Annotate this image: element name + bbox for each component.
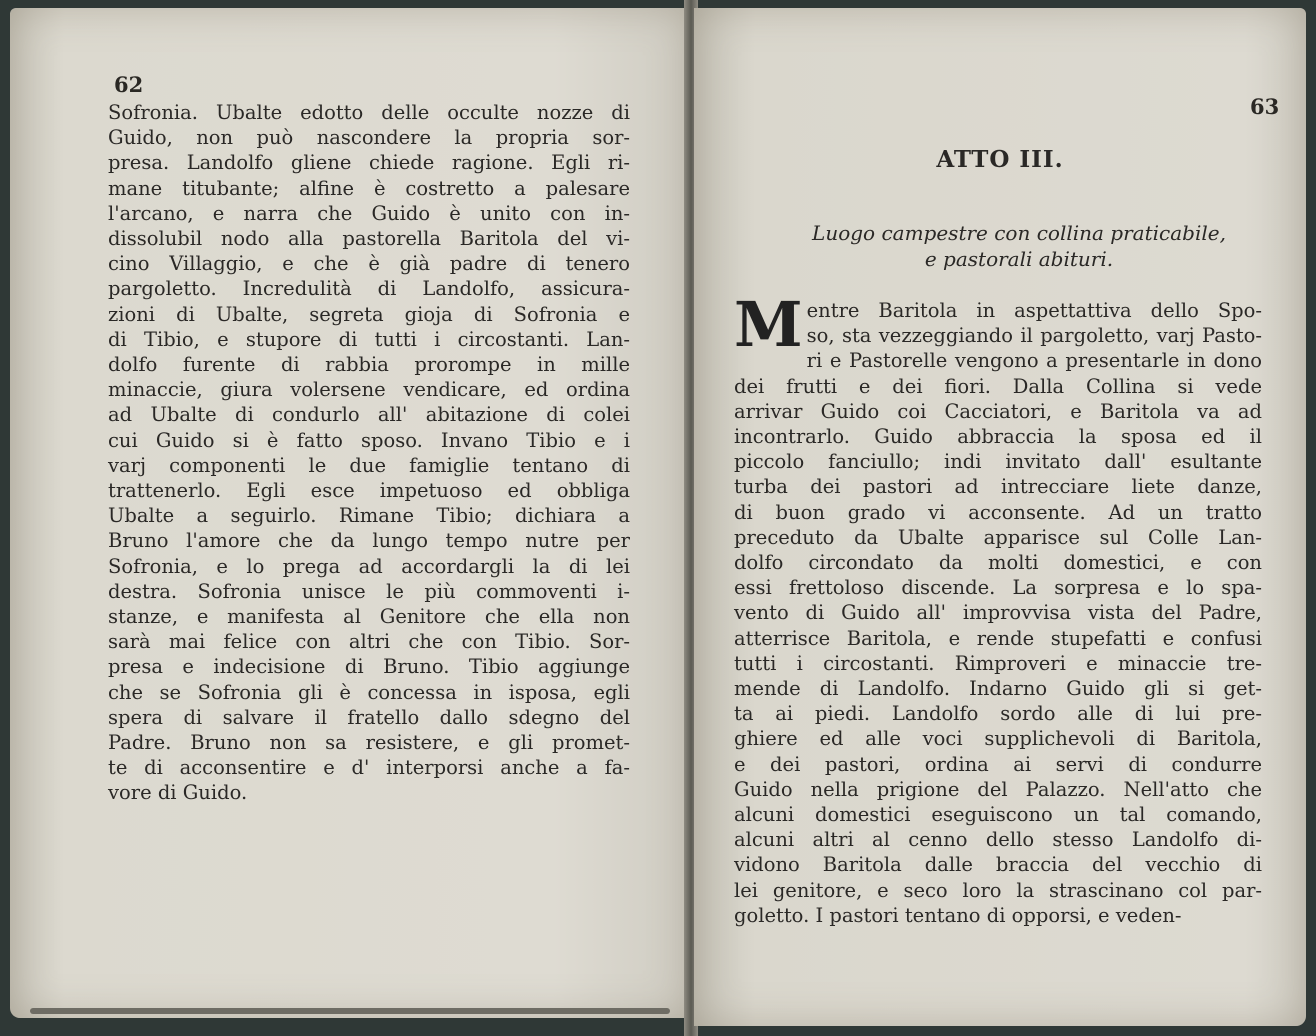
text-line: e dei pastori, ordina ai servi di condurre (734, 752, 1262, 776)
text-line: tutti i circostanti. Rimproveri e minaccie tre- (734, 651, 1262, 675)
right-page-text (734, 288, 1262, 928)
text-line: mende di Landolfo. Indarno Guido gli si get- (734, 677, 1262, 701)
text-line: sarà mai felice con altri che con Tibio. Sor- (108, 630, 630, 654)
text-line: turba dei pastori ad intrecciare liete danze, (734, 475, 1262, 499)
text-line: preceduto da Ubalte apparisce sul Colle Lan- (734, 525, 1262, 549)
text-line: goletto. I pastori tentano di opporsi, e veden- (734, 903, 1182, 927)
scene-setting (764, 220, 1274, 272)
text-line: Ubalte a seguirlo. Rimane Tibio; dichiara a (108, 504, 630, 528)
text-line: ri e Pastorelle vengono a presentarle in dono (806, 349, 1262, 373)
text-line: Sofronia. Ubalte edotto delle occulte nozze di (108, 101, 630, 124)
text-line: ad Ubalte di condurlo all' abitazione di colei (108, 403, 630, 427)
text-line: destra. Sofronia unisce le più commoventi i- (108, 579, 630, 603)
text-line: spera di salvare il fratello dallo sdegno del (108, 705, 630, 729)
text-line: presa e indecisione di Bruno. Tibio aggiunge (108, 655, 630, 679)
text-line: Guido nella prigione del Palazzo. Nell'atto che (734, 777, 1262, 801)
act-title: ATTO III. (936, 146, 1064, 173)
text-line: ta ai piedi. Landolfo sordo alle di lui pre- (734, 702, 1262, 726)
text-line: di buon grado vi acconsente. Ad un tratto (734, 500, 1262, 524)
text-line: incontrarlo. Guido abbraccia la sposa ed il (734, 425, 1262, 449)
text-line: entre Baritola in aspettattiva dello Spo- (806, 299, 1262, 322)
text-line: cui Guido si è fatto sposo. Invano Tibio e i (108, 428, 630, 452)
text-line: Sofronia, e lo prega ad accordargli la di lei (108, 554, 630, 578)
text-line: Bruno l'amore che da lungo tempo nutre per (108, 529, 630, 553)
text-line: l'arcano, e narra che Guido è unito con in- (108, 201, 630, 225)
text-line: lei genitore, e seco loro la strascinano col par- (734, 878, 1262, 902)
text-line: dolfo circondato da molti domestici, e con (734, 551, 1262, 575)
text-line: di Tibio, e stupore di tutti i circostanti. Lan- (108, 327, 630, 351)
text-line: zioni di Ubalte, segreta gioja di Sofronia e (108, 302, 630, 326)
text-line: dissolubil nodo alla pastorella Baritola del vi- (108, 227, 630, 251)
drop-cap: M (734, 288, 803, 361)
right-page (694, 8, 1306, 1026)
text-line: piccolo fanciullo; indi invitato dall' esultante (734, 450, 1262, 474)
page-edge (30, 1008, 670, 1014)
text-line: vidono Baritola dalle braccia del vecchio di (734, 853, 1262, 877)
text-line: pargoletto. Incredulità di Landolfo, assicura- (108, 277, 630, 301)
text-line: essi frettoloso discende. La sorpresa e lo spa- (734, 576, 1262, 600)
text-line: che se Sofronia gli è concessa in isposa, egli (108, 680, 630, 704)
text-line: cino Villaggio, e che è già padre di tenero (108, 252, 630, 276)
text-line: alcuni domestici eseguiscono un tal comando, (734, 803, 1262, 827)
scene-setting-line-2: e pastorali abituri. (924, 247, 1114, 271)
text-line: varj componenti le due famiglie tentano di (108, 453, 630, 477)
text-line: dolfo furente di rabbia prorompe in mille (108, 353, 630, 377)
text-line: te di acconsentire e d' interporsi anche a fa- (108, 756, 630, 780)
text-line: vento di Guido all' improvvisa vista del Padre, (734, 601, 1262, 625)
text-line: presa. Landolfo gliene chiede ragione. Egli ri- (108, 151, 630, 175)
text-line: trattenerlo. Egli esce impetuoso ed obbliga (108, 479, 630, 503)
text-line: dei frutti e dei fiori. Dalla Collina si vede (734, 374, 1262, 398)
page-number-left: 62 (114, 72, 144, 97)
text-line: vore di Guido. (108, 781, 248, 805)
text-line: ghiere ed alle voci supplichevoli di Baritola, (734, 727, 1262, 751)
text-line: Guido, non può nascondere la propria sor- (108, 126, 630, 150)
text-line: stanze, e manifesta al Genitore che ella non (108, 605, 630, 629)
page-number-right: 63 (1250, 94, 1280, 119)
text-line: alcuni altri al cenno dello stesso Landolfo di- (734, 828, 1262, 852)
text-line: atterrisce Baritola, e rende stupefatti e confusi (734, 626, 1262, 650)
text-line: so, sta vezzeggiando il pargoletto, varj Pasto- (806, 324, 1262, 348)
text-line: mane titubante; alfine è costretto a palesare (108, 176, 630, 200)
scene-setting-line-1: Luogo campestre con collina praticabile, (812, 221, 1226, 245)
left-page-text (108, 100, 630, 806)
text-line: arrivar Guido coi Cacciatori, e Baritola va ad (734, 399, 1262, 423)
text-line: Padre. Bruno non sa resistere, e gli promet- (108, 731, 630, 755)
left-page (10, 8, 690, 1018)
text-line: minaccie, giura volersene vendicare, ed ordina (108, 378, 630, 402)
